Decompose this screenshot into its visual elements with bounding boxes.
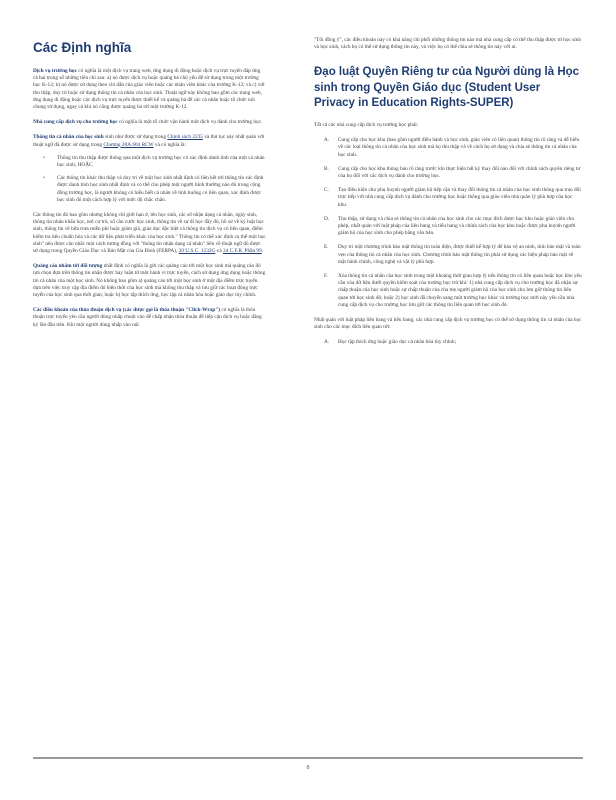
list-item: [324, 187, 582, 209]
super-act-heading: Đạo luật Quyền Riêng tư của Người dùng là Học sinh trong Quyền Giáo dục (Student User Privacy in Education Rights-SUPER): [314, 66, 580, 110]
provider-requirements-list: [314, 137, 582, 309]
definition-text: thỏa thuận trực tuyến yêu cầu người dùng nhấp chuột vào để chấp nhận thỏa thuận để tiếp cận dịch vụ hoặc đăng ký lần đầu tiên. Khi một người dùng nhấp vào nút: [33, 307, 262, 328]
student-info-detail: [33, 212, 266, 255]
list-marker: F.: [324, 272, 328, 279]
term-click-wrap: Các điều khoản của thỏa thuận dịch vụ (các được gọi là thỏa thuận "Click-Wrap"): [33, 307, 221, 314]
definition-text: và có nghĩa là:: [154, 141, 186, 148]
term-school-service: Dịch vụ trường học: [33, 68, 77, 74]
list-item: [324, 216, 582, 238]
list-item: [43, 175, 266, 204]
list-item-text: Các thông tin khác thu thập và duy trì về một học sinh nhất định có liên kết tới thông tin xác định được danh tính học sinh nhất định và có thể cho phép một người bình thường nào đó trong cộng đồng trường học, là người không có hiểu biết cá nhân về tình huống có liên quan, xác định được học sinh đó một cách hợp lý với mức độ chắc chắn.: [57, 175, 264, 203]
permitted-uses-list: [314, 339, 582, 346]
list-marker: A.: [324, 339, 330, 346]
permitted-uses-intro: Nhất quán với luật pháp liên bang và tiểu bang, các nhà cung cấp dịch vụ trường học có thể sử dụng thông tin cá nhân của học sinh cho các mục đích liên quan tới:: [314, 316, 582, 331]
definition-text: sinh như được sử dụng trong: [104, 134, 166, 141]
term-student-personal-info: Thông tin cá nhân của học sinh: [33, 134, 104, 141]
definition-school-service: [33, 68, 266, 111]
usc-1232g-link[interactable]: 20 U.S.C. 1232G: [178, 248, 216, 255]
list-item: [43, 155, 266, 169]
list-item-text: Thu thập, sử dụng và chia sẻ thông tin cá nhân của học sinh cho các mục đích được học khu hoặc giáo viên cho phép, nhất quán với luật pháp của liên bang và tiểu bang và chính sách của học khu hoặc được phụ huynh người giám hộ của học sinh cho phép bằng văn bản.: [338, 215, 576, 237]
list-item-text: Cung cấp cho học khu (bao gồm người điều hành và học sinh, giáo viên có liên quan) thông tin rõ ràng và dễ hiểu về các loại thông tin cá nhân của học sinh mà họ thu thập và về cách họ sử dụng và chia sẻ thông tin cá nhân của học sinh.: [338, 137, 580, 158]
paragraph-text: .: [261, 248, 264, 255]
right-column: [314, 37, 582, 355]
definitions-heading: Các Định nghĩa: [33, 40, 132, 55]
definition-text: nhất định có nghĩa: [103, 263, 143, 270]
paragraph-text: và: [216, 248, 222, 255]
list-marker: B.: [324, 165, 329, 172]
click-wrap-continuation: "Tôi đồng ý", các điều khoản này có khả năng chi phối những thông tin nào mà nhà cung cấp có thể thu thập được từ học sinh và học sinh, cách họ có thể sử dụng thông tin này, và việc họ có thể chia sẻ thông tin này với ai.: [314, 37, 581, 51]
definition-text: có nghĩa là một tổ chức vận hành một dịch vụ dành cho trường học.: [118, 119, 263, 126]
definition-text: và thủ tục này nhất quán với thuật ngữ đã được sử dụng trong: [33, 134, 265, 148]
paragraph-text: Các thông tin đó bao gồm nhưng không chỉ giới hạn ở, tên học sinh, các số nhận dạng cá nhân, ngày sinh, thông tin nhân khẩu học, nơi cư trú, số căn cước học sinh, thông tin về sự đi học đầy đủ, hồ sơ về kỷ luật học sinh, thông tin về bữa trưa miễn phí hoặc giảm giá, giáo dục đặc biệt và thông tin dịch vụ có liên quan, điểm kiểm tra tiêu chuẩn hóa và các dữ liệu phát triển khác của học sinh." Thông tin có thể xác định cụ thể một học sinh" nêu được cân nhắc một cách tương đồng với "thông tin nhận dạng cá nhân" liên về thuật ngữ đó được sử dụng trong Quyền Giáo Dục và Bảo Mật của Gia Đình (FERPA),: [33, 212, 266, 255]
footer-divider: [33, 757, 583, 759]
list-marker: E.: [324, 244, 329, 251]
definition-student-personal-info: [33, 134, 266, 148]
term-school-service-provider: Nhà cung cấp dịch vụ cho trường học: [33, 119, 118, 126]
list-marker: A.: [324, 137, 330, 144]
rcw-28a604-link[interactable]: Chương 28A.604 RCW: [103, 141, 154, 148]
list-item: [324, 137, 582, 159]
list-item: [324, 339, 582, 346]
definition-targeted-advertising: [33, 263, 266, 299]
bullet-icon: •: [43, 175, 45, 182]
term-targeted-advertising: Quảng cáo nhắm tới đối tượng: [33, 263, 103, 270]
list-item-text: Thông tin thu thập được thông qua một dịch vụ trường học có xác định danh tính của một cá nhân học sinh; HOẶC: [57, 154, 265, 169]
left-column: [33, 40, 266, 337]
definition-text: có nghĩa là một dịch vụ trang web, ứng dụng di động hoặc dịch vụ trực tuyến đáp ứng cả hai trong số những tiêu chí sau: a) nó được dịch vụ hoặc quảng bá chủ yếu để sử dụng trong một trường học K-12; b) nó được sử dụng theo chỉ dẫn của giáo viên hoặc các nhân viên khác của trường K-12; và c) với thu thập, duy trì hoặc sử dụng thông tin cá nhân của học sinh. Thuật ngữ này không bao gồm các trang web, ứng dụng di động hoặc các dịch vụ trực tuyến được thiết kế và quảng bá để các cá nhân hoặc tổ chức nói chung sử dụng, ngay cả khi nó cũng được quảng bá tới một trường K-12.: [33, 68, 265, 111]
list-item-text: Xóa thông tin cá nhân của học sinh trong một khoảng thời gian hợp lý nếu thông tin có liên quan hoặc học khu yêu cầu xóa dữ liệu dưới quyền kiểm soát của trường học trừ khi: 1) nhà cung cấp dịch vụ cho trường học đã nhận sự chấp thuận của học sinh hoặc sự chấp thuận của cha mẹ người giám hộ của học sinh cho lưu giữ thông tin liên quan tới học sinh đó; hoặc 2) học sinh đã chuyển sang một trường học khác và trường học mới này yêu cầu nhà cung cấp dịch vụ cho trường học lưu giữ các thông tin liên quan tới học sinh đó.: [338, 272, 582, 308]
cfr-part99-link[interactable]: 34 C.F.R. Phần 99: [223, 248, 262, 255]
list-item-text: Duy trì một chương trình bảo mật thông tin toàn diện, được thiết kế hợp lý để bảo vệ an ninh, tính bảo mật và toàn vẹn của thông tin cá nhân của học sinh. Chương trình bảo mật thông tin phải sử dụng các biện pháp bảo mật về mặt hành chính, công nghệ và vật lý phù hợp.: [338, 244, 581, 265]
page-number: 8: [306, 765, 310, 771]
student-info-bullet-list: [33, 155, 266, 204]
definition-text: có nghĩa là: [221, 307, 245, 314]
policy-2235-link[interactable]: Chính sách 2235: [167, 134, 203, 141]
list-item-text: Tạo điều kiện cho phụ huynh người giám hộ tiếp cận và thay đổi thông tin cá nhân của học sinh thông qua trao đổi trực tiếp với nhà cung cấp dịch vụ dành cho trường học hoặc thông qua giáo viên nhà quản lý phù hợp của học khu.: [338, 187, 581, 208]
bullet-icon: •: [43, 154, 45, 161]
list-item: [324, 244, 582, 266]
providers-intro: Tất cả các nhà cung cấp dịch vụ trường học phải:: [314, 121, 419, 128]
definition-school-service-provider: [33, 119, 266, 126]
list-marker: D.: [324, 215, 330, 222]
list-item-text: Cung cấp cho học khu thông báo rõ ràng trước khi thực hiện bất kỳ thay đổi nào đối với chính sách quyền riêng tư của họ đối với các dịch vụ dành cho trường học.: [338, 165, 581, 179]
list-item: [324, 166, 582, 180]
list-marker: C.: [324, 187, 329, 194]
list-item: [324, 273, 582, 309]
definition-text: là gửi các quảng cáo tới một học sinh mà quảng cáo đó lựa chọn dựa trên thông tin nhận được hay luận từ một hành vi trực tuyến, cách sử dụng ứng dụng hoặc thông tin cá nhân của một học sinh. Nó không bao gồm a) quảng cáo tới một học sinh ở một địa điểm trực tuyến dựa trên việc truy cập địa điểm đó hiện thời của học sinh mà không thu thập và lưu giữ các hoạt động trực tuyến của học sinh qua thời gian; hoặc b) học tập thích ứng, học tập cá nhân hóa hoặc giáo dục tùy chỉnh.: [33, 263, 266, 299]
list-item-text: Học tập thích ứng hoặc giáo dục cá nhân hóa tùy chỉnh;: [338, 339, 457, 346]
definition-click-wrap: [33, 307, 266, 329]
